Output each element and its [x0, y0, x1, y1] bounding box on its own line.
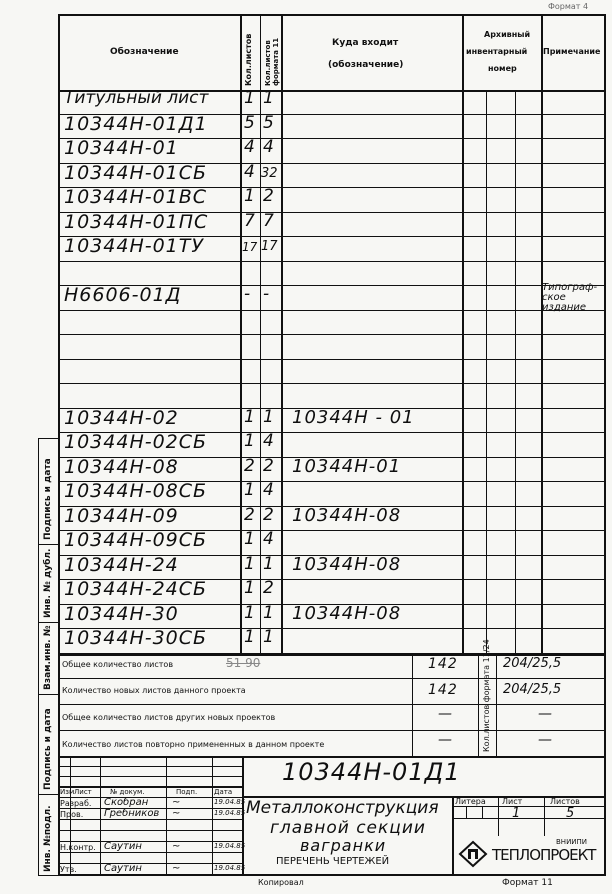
role-nkontr: Н.контр. — [60, 843, 96, 852]
row-designation: 10344Н-09СБ — [64, 529, 208, 551]
sign-prov: ~ — [172, 808, 182, 819]
date-nkontr: 19.04.85 — [214, 842, 246, 850]
row-designation: 10344Н-01Д1 — [64, 112, 208, 135]
litera-label: Литера — [455, 797, 486, 806]
row-designation: 10344Н-30СБ — [64, 627, 208, 649]
row-sheets: 1 — [244, 480, 256, 500]
name-razrab: Скобран — [104, 797, 149, 808]
row-designation: 10344Н-24СБ — [64, 578, 208, 600]
date-razrab: 19.04.85 — [214, 798, 246, 806]
hdr-list: Лист — [74, 788, 92, 796]
role-prov: Пров. — [60, 810, 84, 819]
footer-format: Формат 11 — [502, 878, 553, 888]
table-row — [58, 311, 606, 336]
row-sheets11: 2 — [263, 455, 275, 476]
row-sheets11: 2 — [263, 578, 275, 598]
row-sheets: 1 — [244, 186, 256, 206]
org-small: ВНИИПИ — [556, 838, 588, 846]
footer-copied: Копировал — [258, 878, 304, 887]
table-row — [58, 504, 606, 532]
table-row — [58, 112, 606, 140]
totals-row4-b: — — [538, 732, 553, 748]
row-used-in: 10344Н-08 — [292, 553, 402, 575]
row-sheets: - — [244, 284, 252, 304]
header-designation: Обозначение — [110, 47, 179, 57]
totals-row1-a: 142 — [428, 656, 458, 672]
table-row — [58, 406, 606, 434]
row-designation: 10344Н-01ТУ — [64, 235, 204, 257]
header-sheet-count: Кол.листов — [244, 33, 253, 86]
row-sheets11: 32 — [261, 165, 278, 181]
sheet-label: Лист — [502, 797, 523, 806]
table-row — [58, 360, 606, 385]
row-sheets11: 17 — [261, 239, 278, 254]
row-sheets: 1 — [244, 627, 256, 647]
table-row — [58, 482, 606, 507]
totals-side-label: Кол.листов формата 11/24 — [482, 639, 491, 752]
org-name: ТЕПЛОПРОЕКТ — [492, 846, 596, 864]
side-label-replace-inv: Взам.инв. № — [43, 625, 53, 690]
row-sheets: 2 — [244, 455, 256, 476]
date-utv: 19.04.85 — [214, 864, 246, 872]
row-designation: 10344Н-30 — [64, 602, 179, 625]
row-sheets11: 2 — [263, 186, 275, 206]
header-note: Примечание — [543, 47, 601, 56]
sheet-value: 1 — [512, 806, 522, 821]
table-row — [58, 629, 606, 654]
row-sheets: 1 — [244, 578, 256, 598]
doc-code: 10344Н-01Д1 — [282, 758, 461, 786]
totals-row3-b: — — [538, 706, 553, 722]
row-sheets11: 4 — [263, 431, 275, 451]
row-sheets11: 4 — [263, 480, 275, 500]
row-designation: 10344Н-09 — [64, 504, 179, 527]
row-sheets11: 1 — [263, 627, 275, 647]
row-sheets: 5 — [244, 112, 256, 133]
row-note: Типограф-ское издание — [542, 282, 598, 313]
row-used-in: 10344Н-08 — [292, 504, 402, 526]
sheets-label: Листов — [550, 797, 580, 806]
totals-row2-b: 204/25,5 — [503, 682, 562, 697]
row-sheets11: 4 — [263, 137, 275, 157]
totals-row1-b: 204/25,5 — [503, 656, 562, 671]
row-designation: Титульный лист — [64, 88, 209, 108]
row-used-in: 10344Н - 01 — [292, 406, 415, 428]
header-sheet-count-a11: Кол.листов формата 11 — [264, 37, 280, 86]
row-designation: 10344Н-01ПС — [64, 210, 209, 233]
row-sheets: 1 — [244, 553, 256, 574]
hdr-podp: Подп. — [176, 788, 198, 796]
hdr-date: Дата — [214, 788, 233, 796]
table-row — [58, 161, 606, 189]
table-row — [58, 384, 606, 409]
table-row — [58, 282, 606, 313]
header-archive-2: инвентарный — [466, 47, 528, 56]
header-archive-1: Архивный — [484, 30, 531, 39]
row-designation: Н6606-01Д — [64, 284, 182, 306]
table-row — [58, 262, 606, 287]
row-sheets: 1 — [244, 529, 256, 549]
table-row — [58, 531, 606, 556]
row-designation: 10344Н-02СБ — [64, 431, 208, 453]
role-utv: Утв. — [60, 865, 77, 874]
table-row — [58, 335, 606, 360]
table-row — [58, 455, 606, 483]
row-sheets11: - — [263, 284, 271, 304]
title-line-2: главной секции — [270, 818, 426, 838]
row-used-in: 10344Н-08 — [292, 602, 402, 624]
name-utv: Саутин — [104, 863, 142, 874]
row-sheets11: 7 — [263, 210, 275, 231]
row-used-in: 10344Н-01 — [292, 455, 402, 477]
totals-row4-label: Количество листов повторно примененных в данном проекте — [62, 740, 325, 749]
row-sheets11: 1 — [263, 602, 275, 623]
row-sheets: 2 — [244, 504, 256, 525]
table-row — [58, 580, 606, 605]
row-sheets: 4 — [244, 161, 256, 182]
hdr-docnum: № докум. — [110, 788, 145, 796]
name-prov: Гребников — [104, 808, 160, 819]
title-line-3: вагранки — [300, 836, 387, 855]
side-label-dup-inv: Инв. № дубл. — [43, 548, 53, 618]
side-label-sign-date-top: Подпись и дата — [43, 458, 53, 540]
side-label-orig-inv: Инв. №подл. — [43, 805, 53, 872]
totals-row3-label: Общее количество листов других новых проектов — [62, 713, 276, 722]
totals-row4-a: — — [438, 732, 453, 748]
row-sheets: 17 — [242, 240, 258, 254]
row-sheets11: 5 — [263, 112, 275, 133]
side-label-sign-date-bottom: Подпись и дата — [43, 708, 53, 790]
header-used-in-sub: (обозначение) — [328, 60, 404, 70]
row-designation: 10344Н-01СБ — [64, 161, 208, 184]
table-row — [58, 433, 606, 458]
row-sheets11: 2 — [263, 504, 275, 525]
totals-row2-label: Количество новых листов данного проекта — [62, 686, 246, 695]
row-designation: 10344Н-08СБ — [64, 480, 208, 502]
row-sheets: 1 — [244, 88, 256, 108]
role-razrab: Разраб. — [60, 799, 92, 808]
title-line-4: ПЕРЕЧЕНЬ ЧЕРТЕЖЕЙ — [276, 856, 390, 867]
row-sheets11: 1 — [263, 553, 275, 574]
table-row — [58, 553, 606, 581]
row-sheets: 1 — [244, 602, 256, 623]
hdr-izm: Изм — [60, 788, 75, 796]
table-row — [58, 90, 606, 115]
row-sheets11: 4 — [263, 529, 275, 549]
table-row — [58, 188, 606, 213]
header-archive-3: номер — [488, 64, 517, 73]
row-sheets: 7 — [244, 210, 256, 231]
org-logo-icon — [458, 840, 488, 872]
totals-row1-strike: 51 90 — [226, 656, 261, 670]
row-sheets: 1 — [244, 431, 256, 451]
header-used-in: Куда входит — [332, 38, 399, 48]
table-row — [58, 139, 606, 164]
table-row — [58, 210, 606, 238]
sign-razrab: ~ — [172, 797, 182, 808]
form-label: Формат 4 — [548, 2, 589, 11]
totals-row3-a: — — [438, 706, 453, 722]
row-sheets11: 1 — [263, 88, 275, 108]
row-sheets: 1 — [244, 406, 256, 427]
title-line-1: Металлоконструкция — [246, 798, 439, 818]
row-sheets11: 1 — [263, 406, 275, 427]
row-designation: 10344Н-02 — [64, 406, 179, 429]
table-row — [58, 602, 606, 630]
totals-row2-a: 142 — [428, 682, 458, 698]
table-row — [58, 237, 606, 262]
row-designation: 10344Н-24 — [64, 553, 179, 576]
row-designation: 10344Н-01ВС — [64, 186, 208, 208]
sheets-value: 5 — [566, 806, 576, 821]
date-prov: 19.04.85 — [214, 809, 246, 817]
sign-nkontr: ~ — [172, 841, 182, 852]
totals-row1-label: Общее количество листов — [62, 660, 174, 669]
row-sheets: 4 — [244, 137, 256, 157]
name-nkontr: Саутин — [104, 841, 142, 852]
row-designation: 10344Н-08 — [64, 455, 179, 478]
row-designation: 10344Н-01 — [64, 137, 179, 159]
sign-utv: ~ — [172, 863, 182, 874]
